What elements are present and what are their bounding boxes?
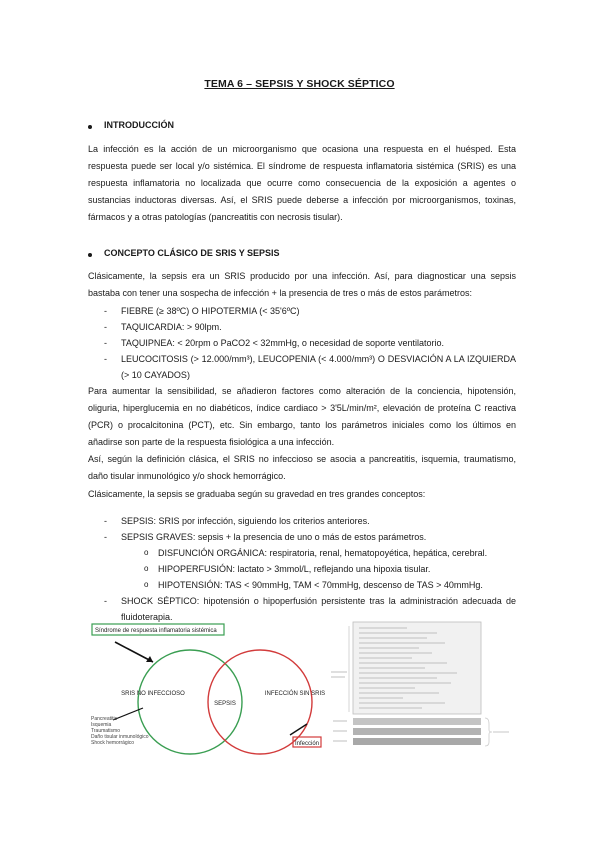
venn-diagram bbox=[85, 620, 326, 750]
sepsis-label: SEPSIS bbox=[214, 701, 236, 707]
arrow-line bbox=[115, 642, 153, 662]
cause-item: Isquemia bbox=[91, 722, 112, 728]
severity-bar-grave bbox=[353, 728, 481, 735]
criteria-item: TAQUICARDIA: > 90lpm. bbox=[121, 322, 222, 332]
subgrade-item: DISFUNCIÓN ORGÁNICA: respiratoria, renal, hematopoyética, hepática, cerebral. bbox=[158, 548, 488, 558]
infeccion-sin-sris-label: INFECCIÓN SIN SRIS bbox=[264, 691, 326, 697]
concepto-paragraph-3: Así, según la definición clásica, el SRIS no infeccioso se asocia a pancreatitis, isquemia, traumatismo, daño tisular inmunológico y/o shock hemorrágico. bbox=[88, 454, 516, 481]
criteria-item: TAQUIPNEA: < 20rpm o PaCO2 < 32mmHg, o necesidad de soporte ventilatorio. bbox=[121, 338, 444, 348]
concepto-paragraph-4: Clásicamente, la sepsis se graduaba según su gravedad en tres grandes conceptos: bbox=[88, 489, 426, 499]
subgrade-item: HIPOPERFUSIÓN: lactato > 3mmol/L, reflejando una hipoxia tisular. bbox=[158, 564, 431, 574]
severity-bar-sepsis bbox=[353, 718, 481, 725]
infection-label: Infección bbox=[295, 741, 320, 747]
section-heading-introduccion: INTRODUCCIÓN bbox=[104, 120, 174, 130]
page-title: TEMA 6 – SEPSIS Y SHOCK SÉPTICO bbox=[204, 78, 395, 90]
subgrade-item: HIPOTENSIÓN: TAS < 90mmHg, TAM < 70mmHg, descenso de TAS > 40mmHg. bbox=[158, 580, 483, 590]
severity-table-figure bbox=[327, 622, 512, 750]
sris-no-infeccioso-label: SRIS NO INFECCIOSO bbox=[121, 691, 185, 697]
section-heading-concepto: CONCEPTO CLÁSICO DE SRIS Y SEPSIS bbox=[104, 248, 280, 258]
cause-item: Daño tisular inmunológico bbox=[91, 734, 149, 740]
grade-item: SEPSIS GRAVES: sepsis + la presencia de uno o más de estos parámetros. bbox=[121, 532, 427, 542]
list-dash: - bbox=[104, 516, 107, 526]
venn-title: Síndrome de respuesta inflamatoria sistémica bbox=[95, 628, 217, 634]
causes-arrow bbox=[113, 708, 143, 720]
cause-item: Pancreatitis bbox=[91, 716, 118, 722]
concepto-intro: Clásicamente, la sepsis era un SRIS producido por una infección. Así, para diagnosticar una sepsis bastaba con tener una sospecha de infección + la presencia de tres o más de estos parámetros: bbox=[88, 271, 516, 298]
criteria-item: FIEBRE (≥ 38ºC) O HIPOTERMIA (< 35'6ºC) bbox=[121, 306, 300, 316]
cause-item: Shock hemorrágico bbox=[91, 740, 135, 746]
grade-item: SEPSIS: SRIS por infección, siguiendo los criterios anteriores. bbox=[121, 516, 370, 526]
grade-item: SHOCK SÉPTICO: hipotensión o hipoperfusión persistente tras la administración adecuada de fluidoterapia. bbox=[121, 596, 516, 622]
section-bullet bbox=[88, 253, 92, 257]
sub-bullet: o bbox=[144, 580, 149, 589]
list-dash: - bbox=[104, 596, 107, 606]
list-dash: - bbox=[104, 532, 107, 542]
criteria-item: LEUCOCITOSIS (> 12.000/mm³), LEUCOPENIA (< 4.000/mm³) O DESVIACIÓN A LA IZQUIERDA (> 10 CAYADOS) bbox=[121, 354, 516, 380]
cause-item: Traumatismo bbox=[91, 728, 120, 734]
sub-bullet: o bbox=[144, 548, 149, 557]
severity-bar-shock bbox=[353, 738, 481, 745]
list-dash: - bbox=[104, 354, 107, 364]
list-dash: - bbox=[104, 322, 107, 332]
concepto-paragraph-2: Para aumentar la sensibilidad, se añadieron factores como alteración de la conciencia, hipotensión, oliguria, hiperglucemia en no diabéticos, índice cardiaco > 3'5L/min/m², elevación de proteína C reactiva (PCR) o procalcitonina (PCT), etc. Sin embargo, tanto los parámetros iniciales como los últimos en añadirse son parte de la respuesta fisiológica a una infección. bbox=[88, 386, 516, 447]
sub-bullet: o bbox=[144, 564, 149, 573]
list-dash: - bbox=[104, 306, 107, 316]
intro-paragraph: La infección es la acción de un microorganismo que ocasiona una respuesta en el huésped. Esta respuesta puede ser local y/o sistémica. El síndrome de respuesta inflamatoria sistémica (SRIS) es una respuesta inflamatoria no localizada que ocurre como consecuencia de la exposición a agentes o sustancias inductoras diversas. Así, el SRIS puede deberse a infección por microorganismos, toxinas, fármacos y a otras patologías (pancreatitis con necrosis tisular). bbox=[88, 144, 516, 222]
list-dash: - bbox=[104, 338, 107, 348]
section-bullet bbox=[88, 125, 92, 129]
